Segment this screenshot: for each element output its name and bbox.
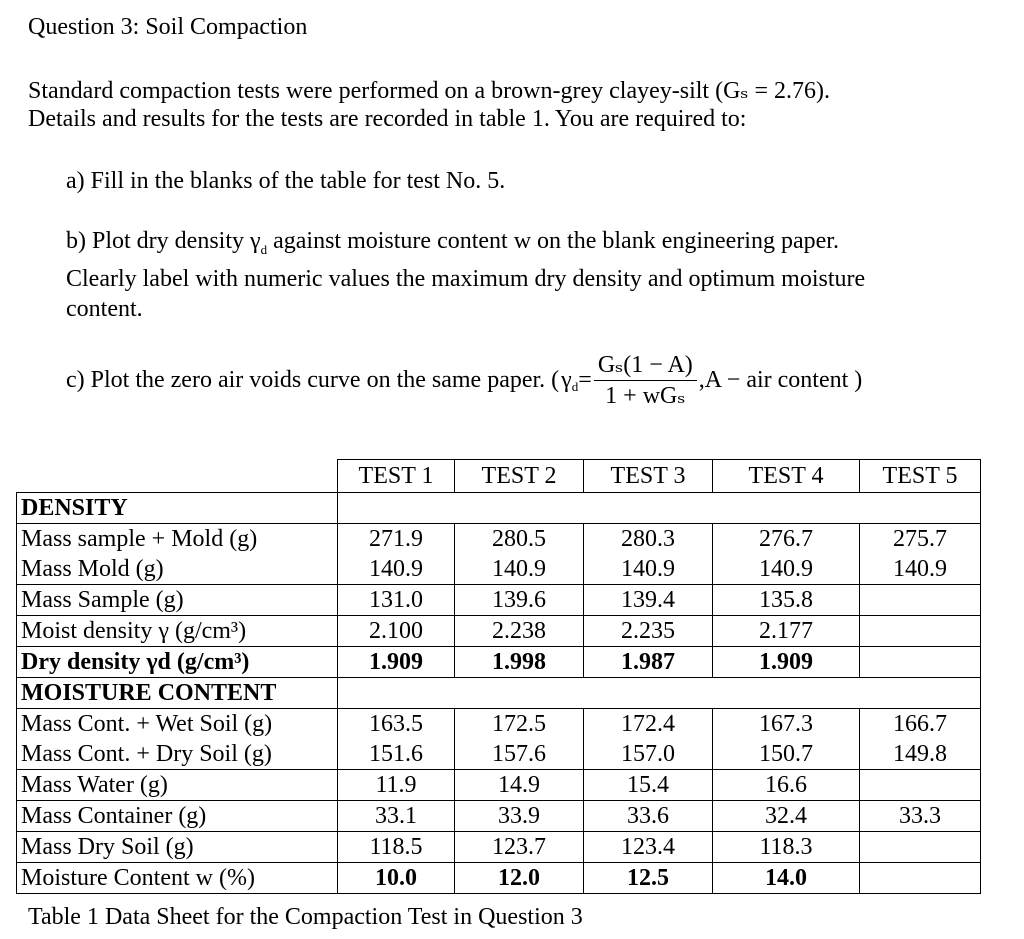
row-label: Mass Sample (g) [17, 585, 338, 616]
equals-sign: = [578, 367, 592, 393]
row-label: Mass sample + Mold (g) [17, 524, 338, 555]
gamma-symbol: γ [250, 228, 261, 254]
part-a: a) Fill in the blanks of the table for test No. 5. [66, 168, 506, 194]
cell: 172.4 [584, 709, 713, 740]
cell: 271.9 [338, 524, 455, 555]
part-b-line-2: Clearly label with numeric values the maximum dry density and optimum moisture [66, 266, 866, 292]
row-label: Mass Dry Soil (g) [17, 832, 338, 863]
row-label: Mass Container (g) [17, 801, 338, 832]
cell: 10.0 [338, 863, 455, 894]
compaction-data-table [16, 459, 981, 894]
cell: 172.5 [455, 709, 584, 740]
part-c-text: c) Plot the zero air voids curve on the same paper. ( [66, 367, 560, 393]
gamma-symbol: γ [561, 367, 572, 393]
cell: 1.909 [338, 647, 455, 678]
header-test-1: TEST 1 [338, 460, 455, 493]
intro-line-2: Details and results for the tests are recorded in table 1. You are required to: [28, 106, 747, 132]
part-b-text-pre: b) Plot dry density [66, 228, 250, 254]
cell: 166.7 [860, 709, 981, 740]
table-caption: Table 1 Data Sheet for the Compaction Test in Question 3 [28, 904, 583, 930]
cell: 1.987 [584, 647, 713, 678]
section-moisture: MOISTURE CONTENT [17, 678, 338, 709]
cell [860, 770, 981, 801]
cell: 33.6 [584, 801, 713, 832]
cell: 32.4 [713, 801, 860, 832]
zero-air-voids-formula [594, 352, 697, 409]
cell: 33.1 [338, 801, 455, 832]
cell: 14.0 [713, 863, 860, 894]
cell: 280.3 [584, 524, 713, 555]
cell [860, 616, 981, 647]
cell: 123.7 [455, 832, 584, 863]
cell: 140.9 [584, 554, 713, 585]
cell: 14.9 [455, 770, 584, 801]
cell: 2.238 [455, 616, 584, 647]
cell: 1.909 [713, 647, 860, 678]
cell: 33.9 [455, 801, 584, 832]
cell: 2.177 [713, 616, 860, 647]
formula-denominator: 1 + wGₛ [605, 383, 686, 409]
section-density: DENSITY [17, 493, 338, 524]
cell: 12.0 [455, 863, 584, 894]
cell: 167.3 [713, 709, 860, 740]
intro-line-1: Standard compaction tests were performed on a brown-grey clayey-silt (Gₛ = 2.76). [28, 78, 831, 104]
cell: 151.6 [338, 739, 455, 770]
formula-numerator: Gₛ(1 − A) [594, 352, 697, 381]
cell: 139.4 [584, 585, 713, 616]
row-label: Moisture Content w (%) [17, 863, 338, 894]
row-label: Mass Mold (g) [17, 554, 338, 585]
gamma-subscript: d [260, 242, 268, 257]
part-c-tail: ,A − air content ) [698, 367, 863, 393]
cell: 33.3 [860, 801, 981, 832]
cell: 2.235 [584, 616, 713, 647]
cell: 140.9 [338, 554, 455, 585]
header-test-3: TEST 3 [584, 460, 713, 493]
header-test-2: TEST 2 [455, 460, 584, 493]
cell: 1.998 [455, 647, 584, 678]
cell: 275.7 [860, 524, 981, 555]
cell: 157.0 [584, 739, 713, 770]
row-label: Moist density γ (g/cm³) [17, 616, 338, 647]
cell: 157.6 [455, 739, 584, 770]
part-c [66, 352, 862, 432]
header-empty [17, 460, 338, 493]
cell [860, 585, 981, 616]
cell: 2.100 [338, 616, 455, 647]
cell: 280.5 [455, 524, 584, 555]
gamma-subscript: d [571, 378, 579, 394]
cell: 140.9 [860, 554, 981, 585]
row-label: Mass Cont. + Dry Soil (g) [17, 739, 338, 770]
part-b-line-1 [66, 228, 839, 255]
part-b-line-3: content. [66, 296, 143, 322]
cell: 11.9 [338, 770, 455, 801]
cell: 118.3 [713, 832, 860, 863]
cell: 135.8 [713, 585, 860, 616]
cell: 150.7 [713, 739, 860, 770]
cell [860, 647, 981, 678]
row-label: Dry density γd (g/cm³) [17, 647, 338, 678]
header-test-5: TEST 5 [860, 460, 981, 493]
part-b-text-post: against moisture content w on the blank engineering paper. [267, 228, 839, 254]
cell: 276.7 [713, 524, 860, 555]
cell [860, 832, 981, 863]
question-title: Question 3: Soil Compaction [28, 14, 308, 40]
cell: 140.9 [713, 554, 860, 585]
cell: 123.4 [584, 832, 713, 863]
cell: 118.5 [338, 832, 455, 863]
cell: 131.0 [338, 585, 455, 616]
cell: 163.5 [338, 709, 455, 740]
cell: 12.5 [584, 863, 713, 894]
row-label: Mass Water (g) [17, 770, 338, 801]
cell: 149.8 [860, 739, 981, 770]
cell [860, 863, 981, 894]
cell: 139.6 [455, 585, 584, 616]
row-label: Mass Cont. + Wet Soil (g) [17, 709, 338, 740]
header-test-4: TEST 4 [713, 460, 860, 493]
cell: 15.4 [584, 770, 713, 801]
cell: 140.9 [455, 554, 584, 585]
cell: 16.6 [713, 770, 860, 801]
